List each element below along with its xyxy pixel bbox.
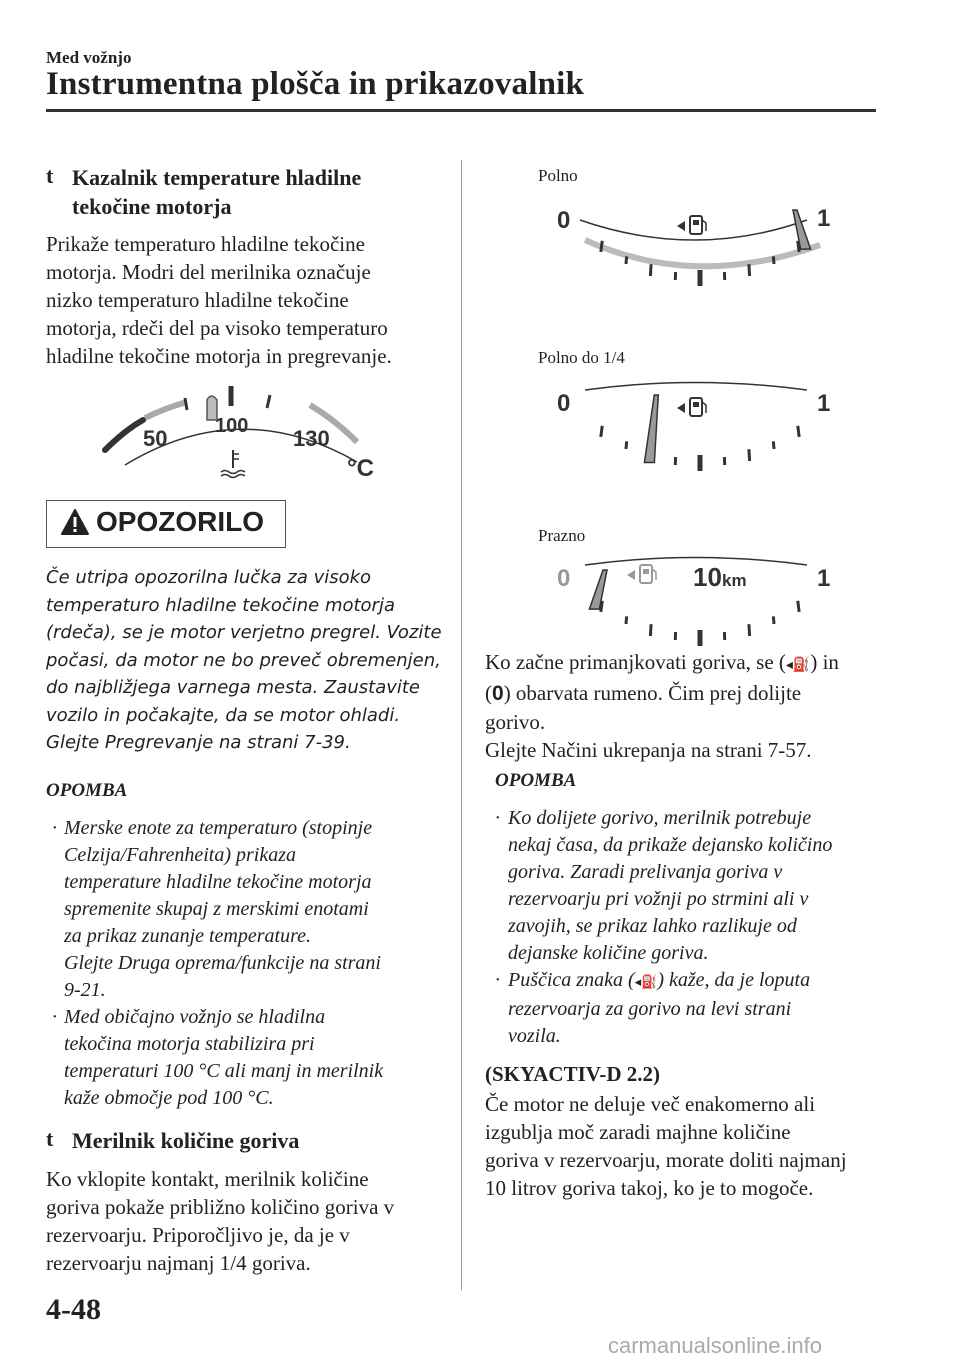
text-line: za prikaz zunanje temperature. — [64, 925, 312, 947]
note-title: OPOMBA — [46, 780, 128, 801]
text-line: kaže območje pod 100 °C. — [64, 1087, 274, 1109]
gauge-label-high: 130 — [293, 426, 330, 451]
section-label: Med vožnjo — [46, 48, 132, 67]
text-line: nekaj časa, da prikaže dejansko količino — [508, 834, 833, 856]
note-bullet: · — [495, 969, 500, 991]
note-item — [64, 1004, 383, 1112]
note-item — [508, 805, 832, 967]
skyactiv-paragraph — [485, 1090, 847, 1202]
text-line: 9-21. — [64, 979, 106, 1001]
text-line: Glejte Druga oprema/funkcije na strani — [64, 952, 381, 974]
coolant-heading-line: Kazalnik temperature hladilne — [72, 165, 362, 190]
coolant-temperature-gauge — [95, 380, 385, 490]
text-line: spremenite skupaj z merskimi enotami — [64, 898, 369, 920]
gauge-tick — [650, 264, 651, 276]
text-line: motorja, rdeči del pa visoko temperaturo — [46, 316, 388, 340]
text-line: vozila. — [508, 1025, 561, 1047]
text-line: gorivo. — [485, 710, 546, 734]
gauge-label-low: 50 — [143, 426, 168, 451]
gauge-tick — [773, 256, 774, 264]
gauge-tick — [749, 624, 750, 636]
coolant-heading — [72, 163, 361, 221]
fuel-pump-icon: ◂⛽ — [634, 975, 658, 990]
text-line: (rdeča), se je motor verjetno pregrel. Vozite — [46, 622, 442, 643]
bullet-marker: t — [46, 163, 54, 188]
text-fragment: Ko začne primanjkovati goriva, se ( — [485, 650, 786, 674]
coolant-section-heading — [46, 163, 53, 189]
gauge-tick — [749, 264, 750, 276]
fuel-low-paragraph — [485, 648, 839, 764]
gauge-tick — [601, 241, 602, 252]
fuel-gauge-quarter — [545, 375, 845, 475]
text-line: Če motor ne deluje več enakomerno ali — [485, 1092, 816, 1116]
page-title: Instrumentna plošča in prikazovalnik — [46, 66, 585, 102]
text-line: temperaturi 100 °C ali manj in merilnik — [64, 1060, 384, 1082]
fuel-pump-icon: ◂⛽ — [785, 657, 811, 673]
text-line: Prikaže temperaturo hladilne tekočine — [46, 232, 365, 256]
fuel-section-heading — [46, 1126, 53, 1152]
gauge-tick — [773, 441, 774, 449]
text-line: Med običajno vožnjo se hladilna — [64, 1006, 326, 1028]
gauge-caption: Prazno — [538, 526, 586, 545]
text-line: zavojih, se prikaz lahko razlikuje od — [508, 915, 797, 937]
gauge-label-zero: 0 — [557, 207, 571, 234]
coolant-heading-line: tekočine motorja — [72, 194, 232, 219]
text-line: goriva pokaže približno količino goriva v — [46, 1195, 395, 1219]
coolant-temperature-icon — [221, 450, 245, 478]
page-number: 4-48 — [46, 1293, 101, 1326]
warning-triangle-icon — [60, 508, 90, 536]
column-divider — [461, 160, 462, 1290]
note-bullet: · — [495, 807, 500, 829]
text-fragment: ( — [485, 681, 492, 705]
text-fragment: Puščica znaka ( — [508, 969, 635, 991]
text-fragment: ) kaže, da je loputa — [657, 969, 811, 991]
text-line: Ko dolijete gorivo, merilnik potrebuje — [508, 807, 812, 829]
text-line: goriva. Zaradi prelivanja goriva v — [508, 861, 783, 883]
text-line: motorja. Modri del merilnika označuje — [46, 260, 371, 284]
title-divider — [46, 109, 876, 112]
text-line — [485, 679, 839, 708]
text-fragment: ) obarvata rumeno. Čim prej dolijte — [503, 681, 802, 705]
text-line: temperaturo hladilne tekočine motorja — [46, 594, 395, 616]
gauge-tick — [626, 616, 627, 624]
text-line: tekočina motorja stabilizira pri — [64, 1033, 315, 1055]
text-line: Ko vklopite kontakt, merilnik količine — [46, 1167, 369, 1191]
warning-label: OPOZORILO — [96, 506, 264, 537]
gauge-label-zero: 0 — [557, 390, 571, 417]
text-line — [508, 967, 810, 996]
gauge-label-mid: 100 — [215, 415, 249, 437]
gauge-needle — [589, 570, 607, 609]
fuel-heading: Merilnik količine goriva — [72, 1128, 300, 1153]
gauge-tick — [601, 426, 602, 437]
note-bullet: · — [52, 817, 57, 839]
gauge-tick — [798, 601, 799, 612]
text-line: hladilne tekočine motorja in pregrevanje. — [46, 344, 392, 368]
gauge-tick — [773, 616, 774, 624]
note-item — [64, 815, 381, 1004]
gauge-caption: Polno — [538, 166, 578, 185]
range-value: 10 — [693, 562, 722, 592]
skyactiv-heading: (SKYACTIV-D 2.2) — [485, 1062, 661, 1086]
gauge-label-one: 1 — [817, 565, 831, 592]
text-line: Glejte Načini ukrepanja na strani 7-57. — [485, 738, 812, 762]
text-line: Glejte Pregrevanje na strani 7-39. — [46, 732, 351, 753]
text-line: Celzija/Fahrenheita) prikaza — [64, 844, 297, 866]
bullet-marker: t — [46, 1126, 54, 1151]
range-unit: km — [722, 571, 747, 590]
zero-symbol: 0 — [492, 682, 504, 705]
warning-text — [46, 564, 442, 757]
text-fragment: ) in — [810, 650, 839, 674]
text-line: goriva v rezervoarju, morate doliti najmanj — [485, 1148, 847, 1172]
note-bullet: · — [52, 1006, 57, 1028]
note-item — [508, 967, 810, 1050]
gauge-needle — [644, 395, 658, 463]
gauge-unit-label: °C — [347, 455, 374, 482]
text-line: Če utripa opozorilna lučka za visoko — [46, 567, 372, 588]
gauge-label-one: 1 — [817, 390, 831, 417]
gauge-needle — [793, 210, 811, 249]
fuel-description — [46, 1165, 394, 1277]
gauge-tick — [626, 441, 627, 449]
watermark: carmanualsonline.info — [608, 1333, 823, 1358]
text-line: rezervoarju pri vožnji po strmini ali v — [508, 888, 809, 910]
text-line: rezervoarju najmanj 1/4 goriva. — [46, 1251, 311, 1275]
fuel-pump-icon — [627, 565, 656, 583]
gauge-caption: Polno do 1/4 — [538, 348, 625, 367]
text-line: izgublja moč zaradi majhne količine — [485, 1120, 791, 1144]
text-line: 10 litrov goriva takoj, ko je to mogoče. — [485, 1176, 814, 1200]
text-line: nizko temperaturo hladilne tekočine — [46, 288, 349, 312]
fuel-pump-icon — [677, 398, 706, 416]
text-line: Merske enote za temperaturo (stopinje — [64, 817, 373, 839]
text-line — [485, 648, 839, 679]
fuel-pump-icon — [677, 216, 706, 234]
text-line: rezervoarju. Priporočljivo je, da je v — [46, 1223, 350, 1247]
gauge-label-zero: 0 — [557, 565, 571, 592]
fuel-gauge-empty — [545, 550, 845, 650]
fuel-gauge-full — [545, 190, 845, 290]
text-line: do najbližjega varnega mesta. Zaustavite — [46, 677, 421, 698]
text-line: vozilo in počakajte, da se motor ohladi. — [46, 704, 401, 726]
text-line: temperature hladilne tekočine motorja — [64, 871, 372, 893]
gauge-tick — [749, 449, 750, 461]
gauge-tick — [626, 256, 627, 264]
gauge-tick — [650, 624, 651, 636]
text-line: počasi, da motor ne bo preveč obremenjen, — [46, 649, 441, 671]
coolant-description — [46, 230, 392, 370]
gauge-tick — [798, 426, 799, 437]
note-title: OPOMBA — [495, 770, 577, 791]
text-line: dejanske količine goriva. — [508, 942, 709, 964]
text-line: rezervoarja za gorivo na levi strani — [508, 998, 792, 1020]
gauge-label-one: 1 — [817, 205, 831, 232]
